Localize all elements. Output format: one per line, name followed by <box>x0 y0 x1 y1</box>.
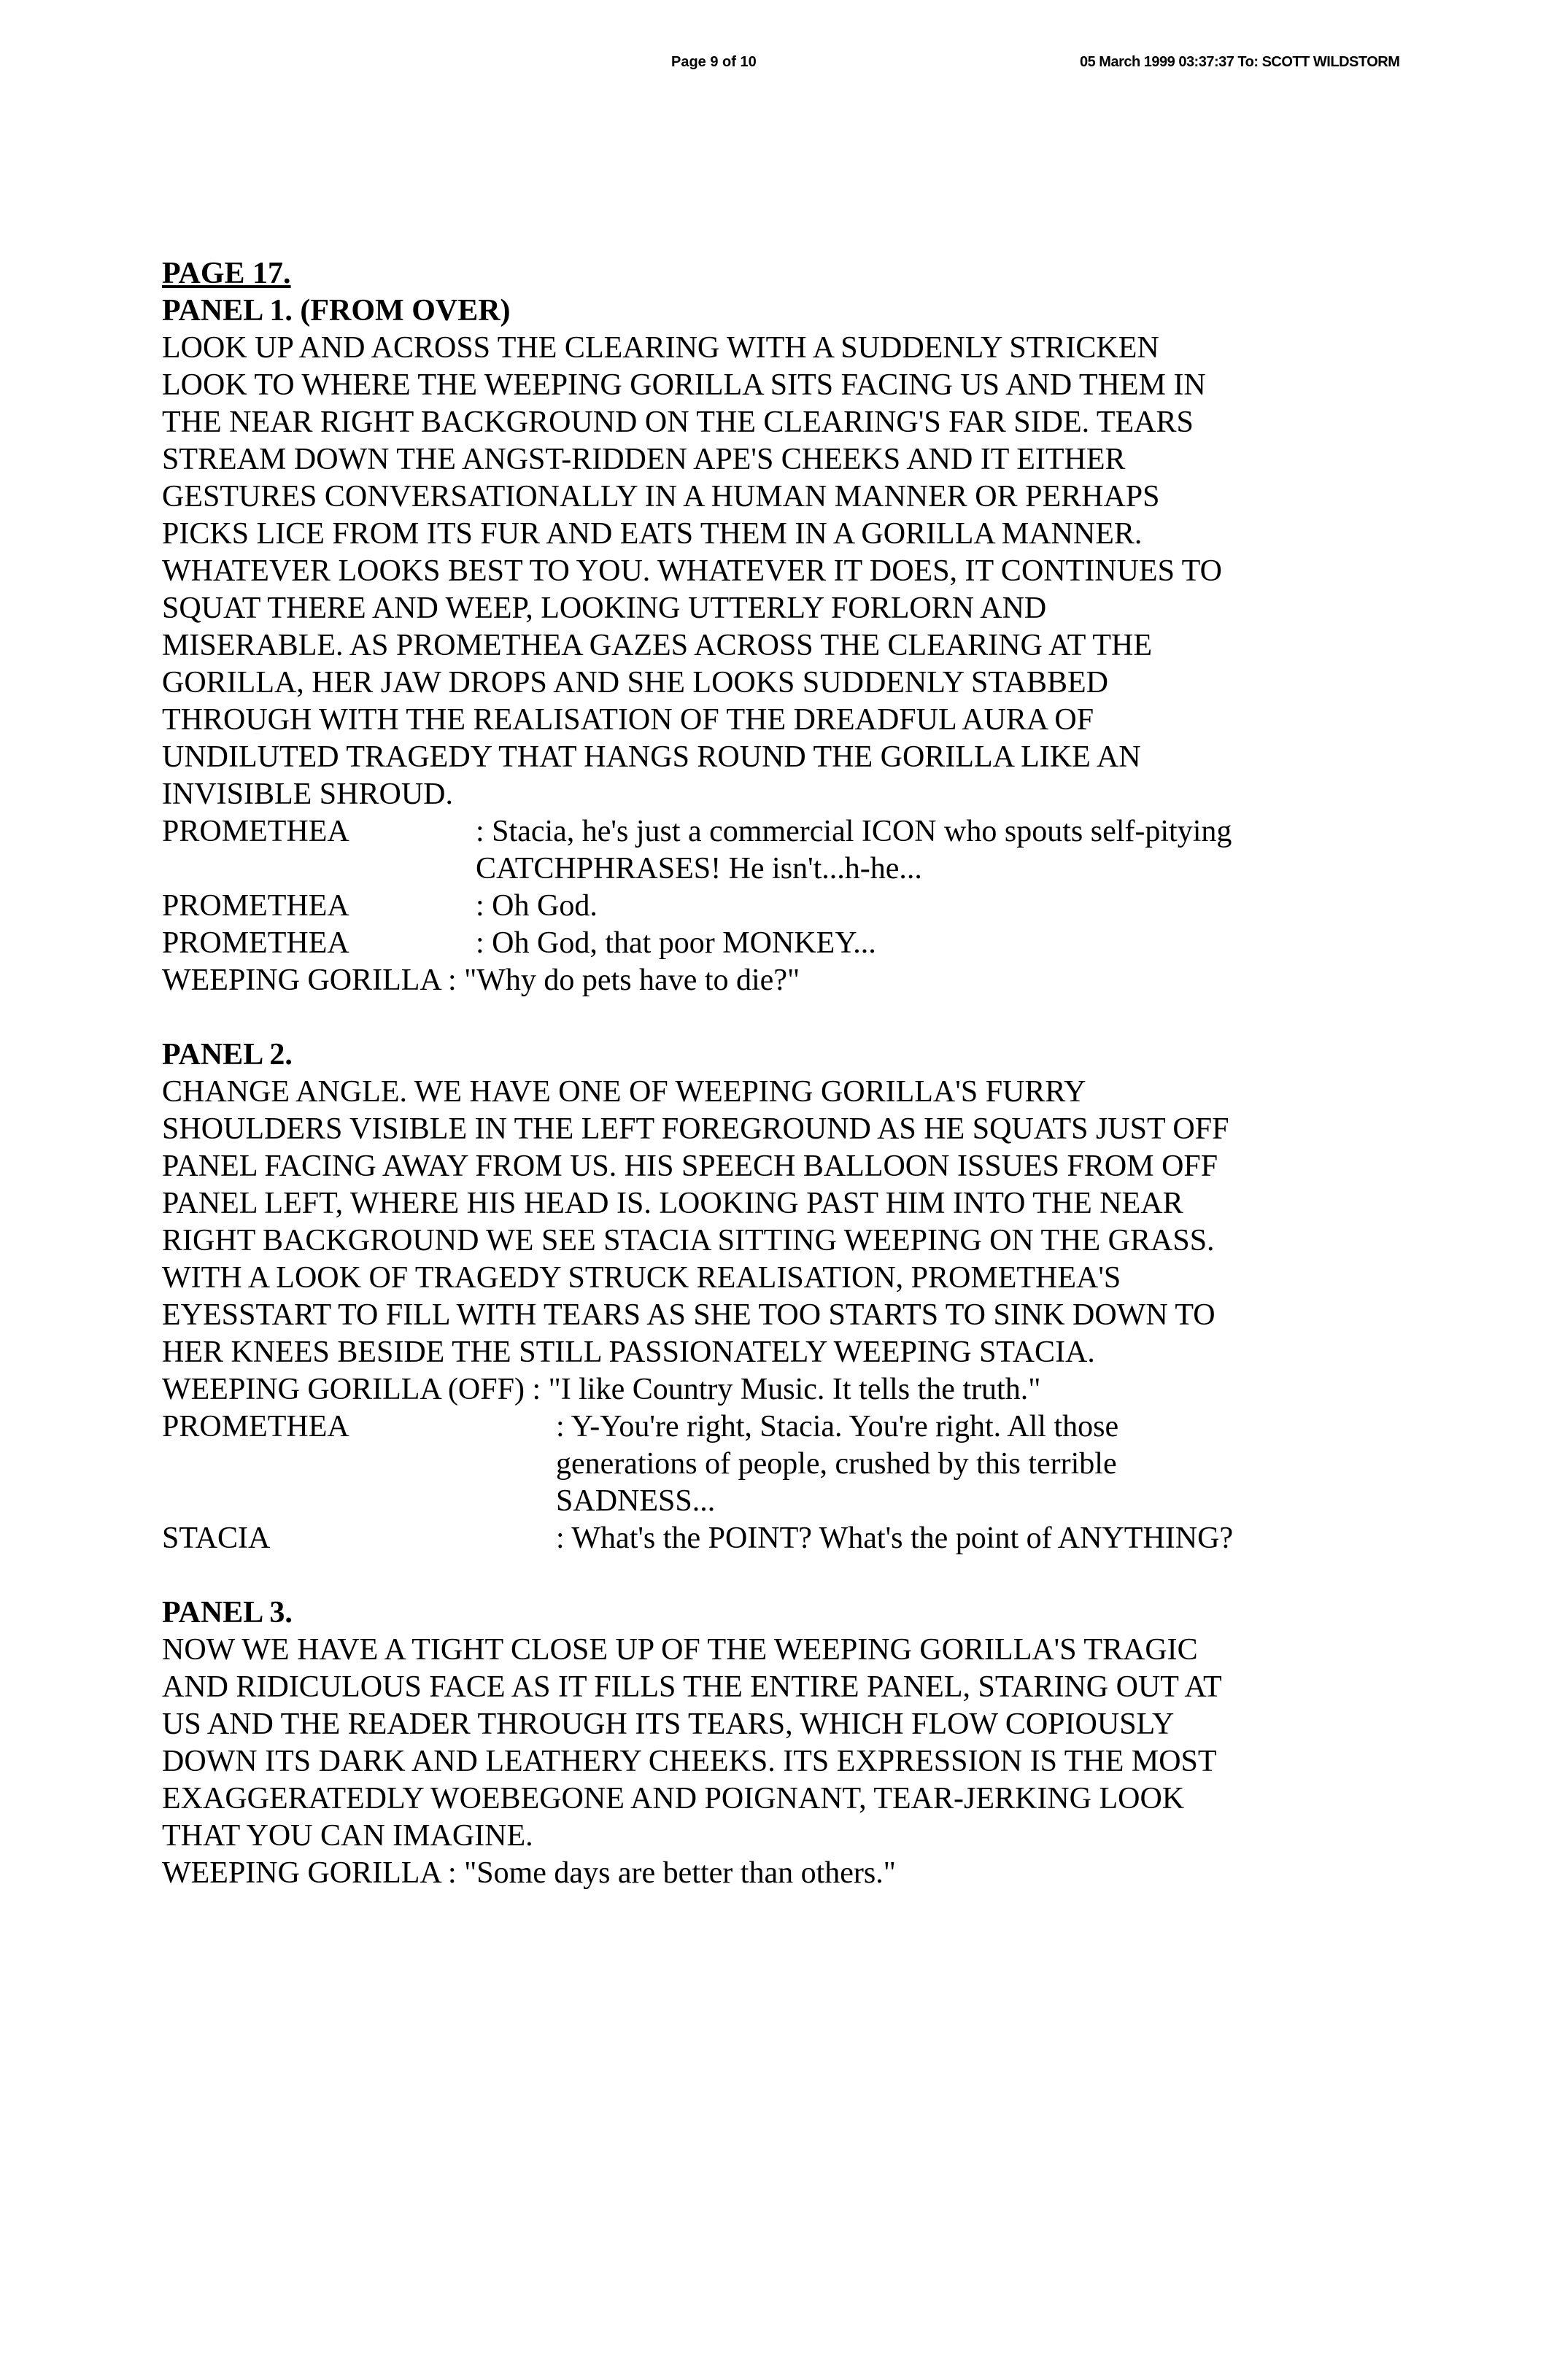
fax-timestamp: 05 March 1999 03:37:37 To: SCOTT WILDSTORM <box>1080 54 1400 70</box>
dialogue-text: : What's the POINT? What's the point of ANYTHING? <box>556 1522 1234 1555</box>
panel-3 <box>162 1594 1329 1892</box>
speaker-name: PROMETHEA <box>162 926 349 960</box>
script-page <box>162 255 1329 1892</box>
dialogue-line <box>162 925 1329 962</box>
panel-description: NOW WE HAVE A TIGHT CLOSE UP OF THE WEEPING GORILLA'S TRAGIC AND RIDICULOUS FACE AS IT FILLS THE ENTIRE PANEL, STARING OUT AT US AND THE READER THROUGH ITS TEARS, WHICH FLOW COPIOUSLY DOWN ITS DARK AND LEATHERY CHEEKS. ITS EXPRESSION IS THE MOST EXAGGERATEDLY WOEBEGONE AND POIGNANT, TEAR-JERKING LOOK THAT YOU CAN IMAGINE. <box>162 1633 1222 1853</box>
panel-heading: PANEL 3. <box>162 1596 293 1629</box>
dialogue-line <box>162 1408 1329 1520</box>
dialogue-line <box>162 813 1329 888</box>
dialogue-line <box>162 888 1329 925</box>
speaker-name: PROMETHEA <box>162 889 349 923</box>
panel-description: CHANGE ANGLE. WE HAVE ONE OF WEEPING GORILLA'S FURRY SHOULDERS VISIBLE IN THE LEFT FOREGROUND AS HE SQUATS JUST OFF PANEL FACING AWAY FROM US. HIS SPEECH BALLOON ISSUES FROM OFF PANEL LEFT, WHERE HIS HEAD IS. LOOKING PAST HIM INTO THE NEAR RIGHT BACKGROUND WE SEE STACIA SITTING WEEPING ON THE GRASS. WITH A LOOK OF TRAGEDY STRUCK REALISATION, PROMETHEA'S EYESSTART TO FILL WITH TEARS AS SHE TOO STARTS TO SINK DOWN TO HER KNEES BESIDE THE STILL PASSIONATELY WEEPING STACIA. <box>162 1075 1229 1369</box>
dialogue-inline: WEEPING GORILLA (OFF) : "I like Country Music. It tells the truth." <box>162 1373 1041 1406</box>
dialogue-inline: WEEPING GORILLA : "Why do pets have to die?" <box>162 964 800 997</box>
panel-1 <box>162 292 1329 999</box>
fax-page-indicator: Page 9 of 10 <box>671 54 757 70</box>
dialogue-line <box>162 1520 1329 1557</box>
speaker-name: STACIA <box>162 1522 271 1555</box>
panel-heading: PANEL 2. <box>162 1038 293 1071</box>
panel-heading: PANEL 1. (FROM OVER) <box>162 294 511 327</box>
dialogue-text: : Y-You're right, Stacia. You're right. All those generations of people, crushed by this terrible SADNESS... <box>556 1410 1119 1518</box>
dialogue-text: : Oh God. <box>476 889 598 923</box>
dialogue-text: : Stacia, he's just a commercial ICON who spouts self-pitying CATCHPHRASES! He isn't...h-he... <box>476 815 1232 885</box>
fax-header <box>0 54 1546 83</box>
speaker-name: PROMETHEA <box>162 1410 349 1443</box>
page-title: PAGE 17. <box>162 257 291 290</box>
panel-description: LOOK UP AND ACROSS THE CLEARING WITH A SUDDENLY STRICKEN LOOK TO WHERE THE WEEPING GORILLA SITS FACING US AND THEM IN THE NEAR RIGHT BACKGROUND ON THE CLEARING'S FAR SIDE. TEARS STREAM DOWN THE ANGST-RIDDEN APE'S CHEEKS AND IT EITHER GESTURES CONVERSATIONALLY IN A HUMAN MANNER OR PERHAPS PICKS LICE FROM ITS FUR AND EATS THEM IN A GORILLA MANNER. WHATEVER LOOKS BEST TO YOU. WHATEVER IT DOES, IT CONTINUES TO SQUAT THERE AND WEEP, LOOKING UTTERLY FORLORN AND MISERABLE. AS PROMETHEA GAZES ACROSS THE CLEARING AT THE GORILLA, HER JAW DROPS AND SHE LOOKS SUDDENLY STABBED THROUGH WITH THE REALISATION OF THE DREADFUL AURA OF UNDILUTED TRAGEDY THAT HANGS ROUND THE GORILLA LIKE AN INVISIBLE SHROUD. <box>162 331 1222 811</box>
speaker-name: PROMETHEA <box>162 815 349 848</box>
panel-2 <box>162 1036 1329 1557</box>
dialogue-text: : Oh God, that poor MONKEY... <box>476 926 876 960</box>
dialogue-inline: WEEPING GORILLA : "Some days are better than others." <box>162 1856 896 1890</box>
